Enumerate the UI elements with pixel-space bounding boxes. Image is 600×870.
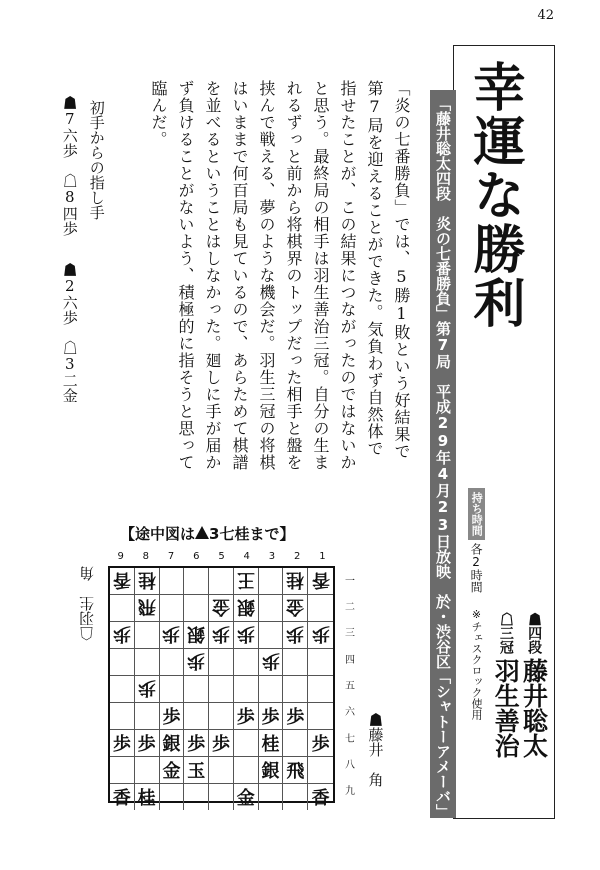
sente-piece: 玉: [187, 761, 206, 782]
board-cell: [209, 595, 234, 622]
board-cell: [234, 676, 259, 703]
shogi-board: [108, 566, 335, 809]
board-cell: [184, 757, 209, 784]
board-cell: [160, 622, 185, 649]
sente-piece: 銀: [162, 734, 181, 755]
board-cell: [308, 568, 333, 595]
board-cell: [135, 649, 160, 676]
page-title: 幸運な勝利: [464, 60, 524, 330]
board-cell: [283, 703, 308, 730]
gote-piece: 香: [311, 569, 330, 590]
gote-piece: 歩: [311, 623, 330, 644]
board-cell: [110, 622, 135, 649]
sente-piece: 桂: [137, 788, 156, 809]
board-cell: [160, 703, 185, 730]
time-control: [468, 488, 485, 593]
board-cell: [259, 622, 284, 649]
file-label: 9: [117, 551, 124, 562]
sente-piece: 歩: [311, 734, 330, 755]
board-cell: [160, 730, 185, 757]
rank-label: 一: [345, 575, 355, 587]
board-cell: [308, 649, 333, 676]
sente-piece: 歩: [211, 734, 230, 755]
file-label: 6: [193, 551, 200, 562]
rank-label: 六: [345, 707, 355, 719]
board-cell: [234, 622, 259, 649]
board-cell: [110, 595, 135, 622]
player-rank: ☖三冠: [497, 612, 514, 654]
board-cell: [308, 622, 333, 649]
board-cell: [110, 784, 135, 810]
board-cell: [160, 676, 185, 703]
file-label: 4: [243, 551, 250, 562]
player-name: 羽生善治: [491, 658, 521, 758]
board-cell: [209, 703, 234, 730]
board-cell: [184, 676, 209, 703]
sente-piece-icon: [195, 526, 209, 539]
rank-label: 七: [345, 733, 355, 745]
board-cell: [283, 784, 308, 810]
gote-piece: 歩: [137, 677, 156, 698]
gote-piece: 歩: [286, 623, 305, 644]
board-cell: [259, 703, 284, 730]
board-cell: [209, 622, 234, 649]
board-cell: [110, 676, 135, 703]
board-cell: [308, 757, 333, 784]
player-name: 藤井聡太: [519, 658, 549, 758]
time-value: 各2時間: [469, 543, 484, 593]
player-sente: [519, 612, 549, 758]
sente-piece: 金: [236, 788, 255, 809]
board-cell: [135, 568, 160, 595]
board-cell: [110, 649, 135, 676]
board-cell: [259, 757, 284, 784]
file-label: 1: [319, 551, 326, 562]
clock-note: ※チェスクロック使用: [470, 608, 483, 720]
sente-piece: 飛: [286, 761, 305, 782]
time-label: 持ち時間: [468, 488, 485, 540]
rank-label: 二: [345, 601, 355, 613]
player-rank: ☗四段: [526, 612, 543, 654]
board-cell: [283, 757, 308, 784]
board-cell: [160, 784, 185, 810]
board-cell: [234, 703, 259, 730]
board-cell: [234, 595, 259, 622]
rank-label: 八: [345, 759, 355, 771]
player-gote: [491, 612, 521, 758]
moves-heading: 初手からの指し手: [87, 100, 106, 220]
board-cell: [259, 595, 284, 622]
board-cell: [234, 784, 259, 810]
board-cell: [160, 757, 185, 784]
board-cell: [209, 784, 234, 810]
board-cell: [209, 568, 234, 595]
sente-piece: 香: [311, 788, 330, 809]
board-cell: [184, 649, 209, 676]
sente-piece: 銀: [261, 761, 280, 782]
rank-labels: [344, 566, 356, 803]
gote-piece: 王: [236, 569, 255, 590]
gote-piece: 桂: [137, 569, 156, 590]
board-cell: [283, 676, 308, 703]
move-list-col-2: ☗2六歩 ☖3二金: [60, 262, 79, 403]
board-cell: [110, 703, 135, 730]
move-list-col-1: ☗7六歩 ☖8四歩: [60, 95, 79, 236]
sente-piece: 金: [162, 761, 181, 782]
board-cell: [234, 568, 259, 595]
board-cell: [308, 676, 333, 703]
gote-piece: 金: [211, 596, 230, 617]
board-cell: [209, 649, 234, 676]
file-label: 2: [293, 551, 301, 562]
rank-label: 四: [345, 654, 355, 666]
board-cell: [259, 568, 284, 595]
sente-piece: 歩: [286, 707, 305, 728]
board-cell: [283, 568, 308, 595]
board-cell: [308, 595, 333, 622]
board-cell: [135, 784, 160, 810]
board-cell: [110, 730, 135, 757]
board-cell: [184, 622, 209, 649]
board-cell: [209, 730, 234, 757]
file-label: 5: [218, 551, 225, 562]
rank-label: 三: [345, 628, 355, 640]
board-cell: [259, 676, 284, 703]
board-cell: [308, 784, 333, 810]
gote-piece: 香: [112, 569, 131, 590]
file-labels: [108, 551, 335, 565]
board-cell: [135, 595, 160, 622]
board-cell: [184, 703, 209, 730]
board-cell: [259, 784, 284, 810]
board-cell: [184, 784, 209, 810]
board-cell: [184, 595, 209, 622]
board-cell: [135, 730, 160, 757]
board-cell: [110, 757, 135, 784]
board-cell: [259, 730, 284, 757]
board-cell: [283, 622, 308, 649]
file-label: 3: [268, 551, 276, 562]
board-cell: [234, 649, 259, 676]
sente-piece: 歩: [162, 707, 181, 728]
sente-piece: 歩: [261, 707, 280, 728]
file-label: 8: [142, 551, 150, 562]
board-caption: 【途中図は 3七桂まで】: [120, 525, 295, 543]
board-cell: [283, 649, 308, 676]
board-cell: [135, 622, 160, 649]
board-cell: [209, 757, 234, 784]
board-cell: [234, 730, 259, 757]
gote-piece: 銀: [236, 596, 255, 617]
hand-sente: ☗藤井 角: [366, 712, 385, 787]
sente-piece: 香: [112, 788, 131, 809]
board-cell: [184, 568, 209, 595]
board-cell: [283, 595, 308, 622]
gote-piece: 歩: [236, 623, 255, 644]
gote-piece: 歩: [112, 623, 131, 644]
gote-piece: 歩: [261, 650, 280, 671]
board-cell: [110, 568, 135, 595]
sente-piece: 歩: [187, 734, 206, 755]
rank-label: 九: [345, 786, 355, 798]
rank-label: 五: [345, 680, 355, 692]
board-cell: [135, 703, 160, 730]
sente-piece: 歩: [236, 707, 255, 728]
body-text: 「炎の七番勝負」では、5勝1敗という好結果で第7局を迎えることができた。気負わず自然体で指せたことが、この結果につながったのではないかと思う。最終局の相手は羽生善治三冠。自分の生まれるずっと前から将棋界のトップだった相手と盤を挟んで戦える、夢のような機会だ。羽生三冠の将棋はいままで何百局も見ているので、あらためて棋譜を並べるということはしなかった。廻しに手が届かず負けることがないよう、積極的に指そうと思って臨んだ。: [149, 80, 411, 471]
player-list: [492, 612, 547, 758]
gote-piece: 歩: [162, 623, 181, 644]
subtitle-text: 「藤井聡太四段 炎の七番勝負」第7局 平成29年4月23日放映 於・渋谷区「シャトーアメーバ」: [434, 96, 452, 819]
board-cell: [259, 649, 284, 676]
board-cell: [308, 730, 333, 757]
sente-piece: 歩: [137, 734, 156, 755]
board-cell: [135, 676, 160, 703]
board-cell: [234, 757, 259, 784]
hand-gote: ☖羽生 角: [78, 566, 96, 641]
board-cell: [135, 757, 160, 784]
board-cell: [160, 595, 185, 622]
gote-piece: 歩: [187, 650, 206, 671]
gote-piece: 歩: [211, 623, 230, 644]
gote-piece: 銀: [187, 623, 206, 644]
board-cell: [283, 730, 308, 757]
board-cell: [184, 730, 209, 757]
gote-piece: 飛: [137, 596, 156, 617]
board-cell: [209, 676, 234, 703]
board-cell: [160, 568, 185, 595]
file-label: 7: [167, 551, 175, 562]
sente-piece: 歩: [112, 734, 131, 755]
sente-piece: 桂: [261, 734, 280, 755]
board-cell: [160, 649, 185, 676]
board-cell: [308, 703, 333, 730]
gote-piece: 金: [286, 596, 305, 617]
subtitle-bar: [430, 90, 456, 818]
page-number: 42: [537, 8, 554, 23]
gote-piece: 桂: [286, 569, 305, 590]
